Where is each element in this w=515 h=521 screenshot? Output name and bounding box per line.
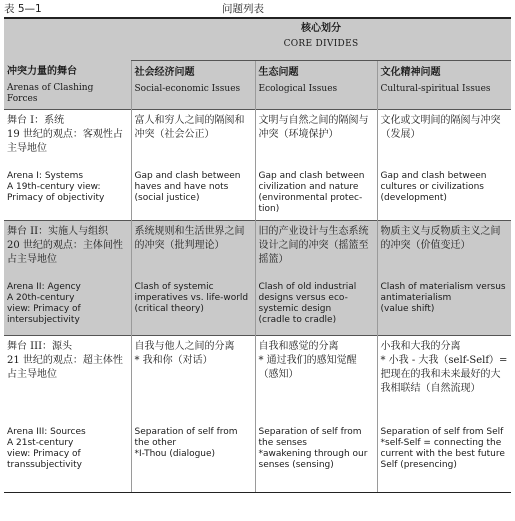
arena-1-social-en: Gap and clash between haves and have nots (social justice) xyxy=(131,167,255,221)
arena-2-ecological-en: Clash of old industrial designs versus eco-systemic design (cradle to cradle) xyxy=(255,278,377,336)
table-row xyxy=(4,167,511,221)
arena-3-cultural-cn: 小我和大我的分离 * 小我 - 大我（self-Self）=把现在的我和未来最好的大我相联结（自然流现） xyxy=(377,336,511,424)
col-header-ecological xyxy=(255,60,377,110)
arena-1-social-cn: 富人和穷人之间的隔阂和冲突（社会公正） xyxy=(131,110,255,168)
table-row xyxy=(4,278,511,336)
table-row xyxy=(4,336,511,424)
col-header-arenas-cn: 冲突力量的舞台 xyxy=(7,66,77,77)
arena-2-cultural-cn: 物质主义与反物质主义之间的冲突（价值变迁） xyxy=(377,221,511,279)
issues-table xyxy=(4,17,511,493)
table-row xyxy=(4,423,511,493)
arena-1-ecological-cn: 文明与自然之间的隔阂与冲突（环境保护） xyxy=(255,110,377,168)
col-header-ecological-cn: 生态问题 xyxy=(258,66,299,78)
col-header-social-en: Social-economic Issues xyxy=(134,83,241,94)
arena-3-social-cn: 自我与他人之间的分离 * 我和你（对话） xyxy=(131,336,255,424)
col-header-cultural-cn: 文化精神问题 xyxy=(380,66,441,78)
arena-2-en: Arena II: Agency A 20th-century view: Primacy of intersubjectivity xyxy=(4,278,131,336)
arena-3-cn: 舞台 III：源头 21 世纪的观点：超主体性占主导地位 xyxy=(4,336,131,424)
header-empty-cell xyxy=(4,18,131,60)
arena-2-social-en: Clash of systemic imperatives vs. life-world (critical theory) xyxy=(131,278,255,336)
core-divides-cn: 核心划分 xyxy=(301,23,341,34)
col-header-ecological-en: Ecological Issues xyxy=(258,83,338,94)
arena-3-social-en: Separation of self from the other *I-Thou (dialogue) xyxy=(131,423,255,493)
header-group-row xyxy=(4,18,511,60)
arena-1-en: Arena I: Systems A 19th-century view: Primacy of objectivity xyxy=(7,171,105,203)
arena-2-cn: 舞台 II：实施人与组织 20 世纪的观点：主体间性占主导地位 xyxy=(4,221,131,279)
col-header-cultural xyxy=(377,60,511,110)
core-divides-en: CORE DIVIDES xyxy=(283,39,359,49)
arena-1-cn: 舞台 I：系统 19 世纪的观点：客观性占主导地位 xyxy=(4,110,131,168)
arena-3-en: Arena III: Sources A 21st-century view: Primacy of transsubjectivity xyxy=(4,423,131,493)
table-row xyxy=(4,221,511,279)
column-header-row xyxy=(4,60,511,110)
col-header-arenas xyxy=(4,60,131,110)
arena-1-cultural-en: Gap and clash between cultures or civilizations (development) xyxy=(377,167,511,221)
col-header-cultural-en: Cultural-spiritual Issues xyxy=(380,83,491,94)
col-header-social-cn: 社会经济问题 xyxy=(134,66,195,78)
arena-2-social-cn: 系统规则和生活世界之间的冲突（批判理论） xyxy=(131,221,255,279)
table-number: 表 5—1 xyxy=(4,3,42,15)
arena-3-ecological-cn: 自我和感觉的分离 * 通过我们的感知觉醒（感知） xyxy=(255,336,377,424)
core-divides-header xyxy=(131,18,511,60)
table-title: 问题列表 xyxy=(222,3,264,15)
arena-1-ecological-en: Gap and clash between civilization and nature (environmental protec-tion) xyxy=(255,167,377,221)
arena-3-ecological-en: Separation of self from the senses *awakening through our senses (sensing) xyxy=(255,423,377,493)
arena-2-cultural-en: Clash of materialism versus antimaterialism (value shift) xyxy=(377,278,511,336)
arena-1-cultural-cn: 文化或文明间的隔阂与冲突（发展） xyxy=(377,110,511,168)
table-caption xyxy=(4,2,511,16)
arena-2-ecological-cn: 旧的产业设计与生态系统设计之间的冲突（摇篮至摇篮） xyxy=(255,221,377,279)
table-row xyxy=(4,110,511,168)
arena-3-cultural-en: Separation of self from Self *self-Self = connecting the current with the best future Self (presencing) xyxy=(377,423,511,493)
col-header-arenas-en: Arenas of Clashing Forces xyxy=(7,83,94,104)
col-header-social xyxy=(131,60,255,110)
